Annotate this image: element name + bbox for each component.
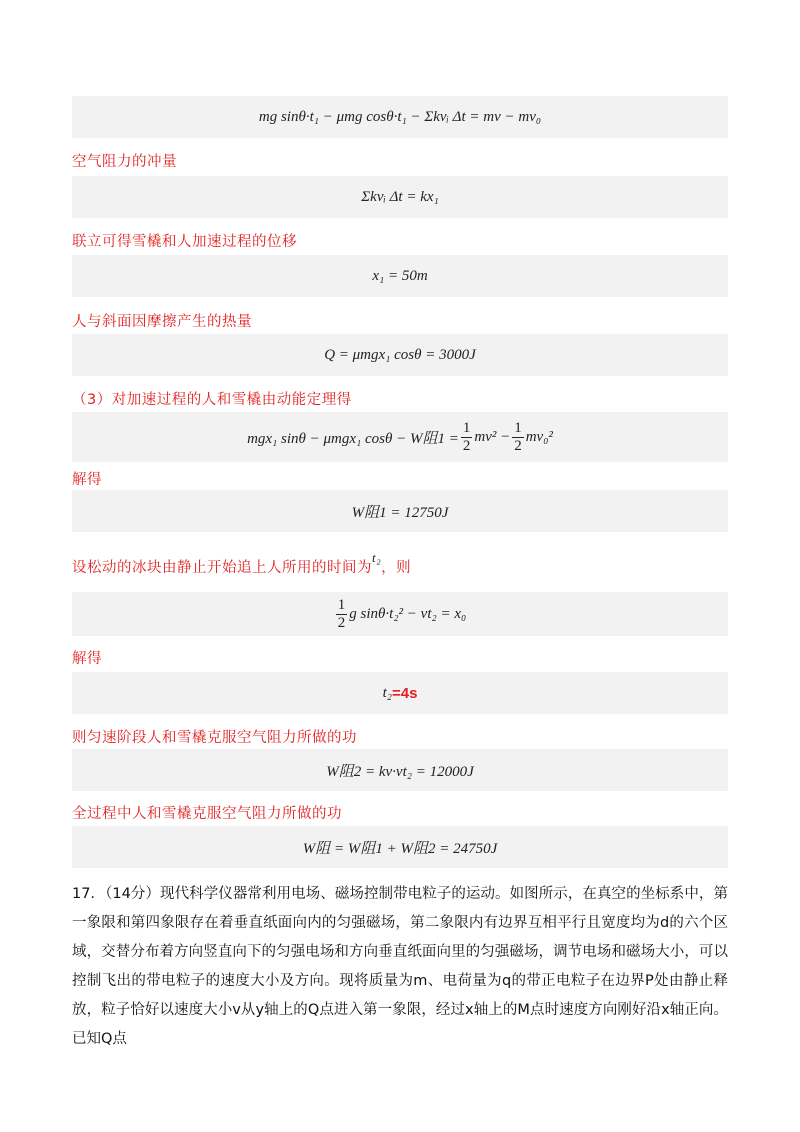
problem-17-text: 17．（14分）现代科学仪器常利用电场、磁场控制带电粒子的运动。如图所示，在真空的坐标系中，第一象限和第四象限存在着垂直纸面向内的匀强磁场，第二象限内有边界互相平行且宽度均为d的六个区域，交替分布着方向竖直向下的匀强电场和方向垂直纸面向里的匀强磁场，调节电场和磁场大小，可以控制飞出的带电粒子的速度大小及方向。现将质量为m、电荷量为q的带正电粒子在边界P处由静止释放，粒子恰好以速度大小v从y轴上的Q点进入第一象限，经过x轴上的M点时速度方向刚好沿x轴正向。已知Q点 <box>72 886 728 1047</box>
time-value: =4s <box>391 684 418 702</box>
equation-heat <box>72 334 728 376</box>
equation-kinetic-energy <box>72 412 728 462</box>
label-text: 设松动的冰块由静止开始追上人所用的时间为 <box>72 560 372 576</box>
equation-work-2 <box>72 749 728 791</box>
equation-text: Q = μmgx₁ cosθ = 3000J <box>324 346 476 363</box>
fraction-num: 1 <box>514 420 522 436</box>
equation-work-1 <box>72 490 728 532</box>
label-ice-time <box>72 550 412 577</box>
label-air-impulse: 空气阻力的冲量 <box>72 154 177 170</box>
label-kinetic-energy-theorem: （3）对加速过程的人和雪橇由动能定理得 <box>72 392 352 408</box>
equation-text: mg sinθ·t₁ − μmg cosθ·t₁ − Σkvᵢ Δt = mv − mv₀ <box>258 108 542 125</box>
equation-ice-chase <box>72 592 728 636</box>
fraction-half-3 <box>336 597 348 631</box>
fraction-den: 2 <box>462 437 471 454</box>
label-total-work: 全过程中人和雪橇克服空气阻力所做的功 <box>72 806 342 822</box>
equation-end: mv₀² <box>525 428 553 445</box>
equation-mid: mv² − <box>474 428 511 445</box>
fraction-num: 1 <box>462 420 471 436</box>
fraction-half-2 <box>512 420 524 454</box>
equation-text: Σkvᵢ Δt = kx₁ <box>361 188 439 205</box>
label-solve-2: 解得 <box>72 651 102 667</box>
label-uniform-work: 则匀速阶段人和雪橇克服空气阻力所做的功 <box>72 730 357 746</box>
equation-text: g sinθ·t₂² − vt₂ = x₀ <box>349 605 467 622</box>
equation-time-result <box>72 672 728 714</box>
fraction-den: 2 <box>337 614 346 631</box>
fraction-num: 1 <box>337 597 346 613</box>
label-heat: 人与斜面因摩擦产生的热量 <box>72 314 252 330</box>
equation-momentum-theorem <box>72 96 728 138</box>
equation-impulse <box>72 176 728 218</box>
fraction-half <box>461 420 473 454</box>
equation-total-work <box>72 826 728 868</box>
equation-text: W阻 = W阻1 + W阻2 = 24750J <box>302 840 498 857</box>
equation-displacement <box>72 255 728 297</box>
variable-t2: t₂ <box>382 684 392 701</box>
label-displacement: 联立可得雪橇和人加速过程的位移 <box>72 234 297 250</box>
fraction-den: 2 <box>514 437 522 454</box>
equation-left: mgx₁ sinθ − μmgx₁ cosθ − W阻1 = <box>247 430 459 447</box>
variable-t2: t₂ <box>372 550 382 565</box>
label-solve-1: 解得 <box>72 472 102 488</box>
label-text: ，则 <box>381 560 412 576</box>
equation-text: W阻1 = 12750J <box>351 504 449 521</box>
equation-text: W阻2 = kv·vt₂ = 12000J <box>326 763 474 780</box>
equation-text: x₁ = 50m <box>372 267 428 284</box>
